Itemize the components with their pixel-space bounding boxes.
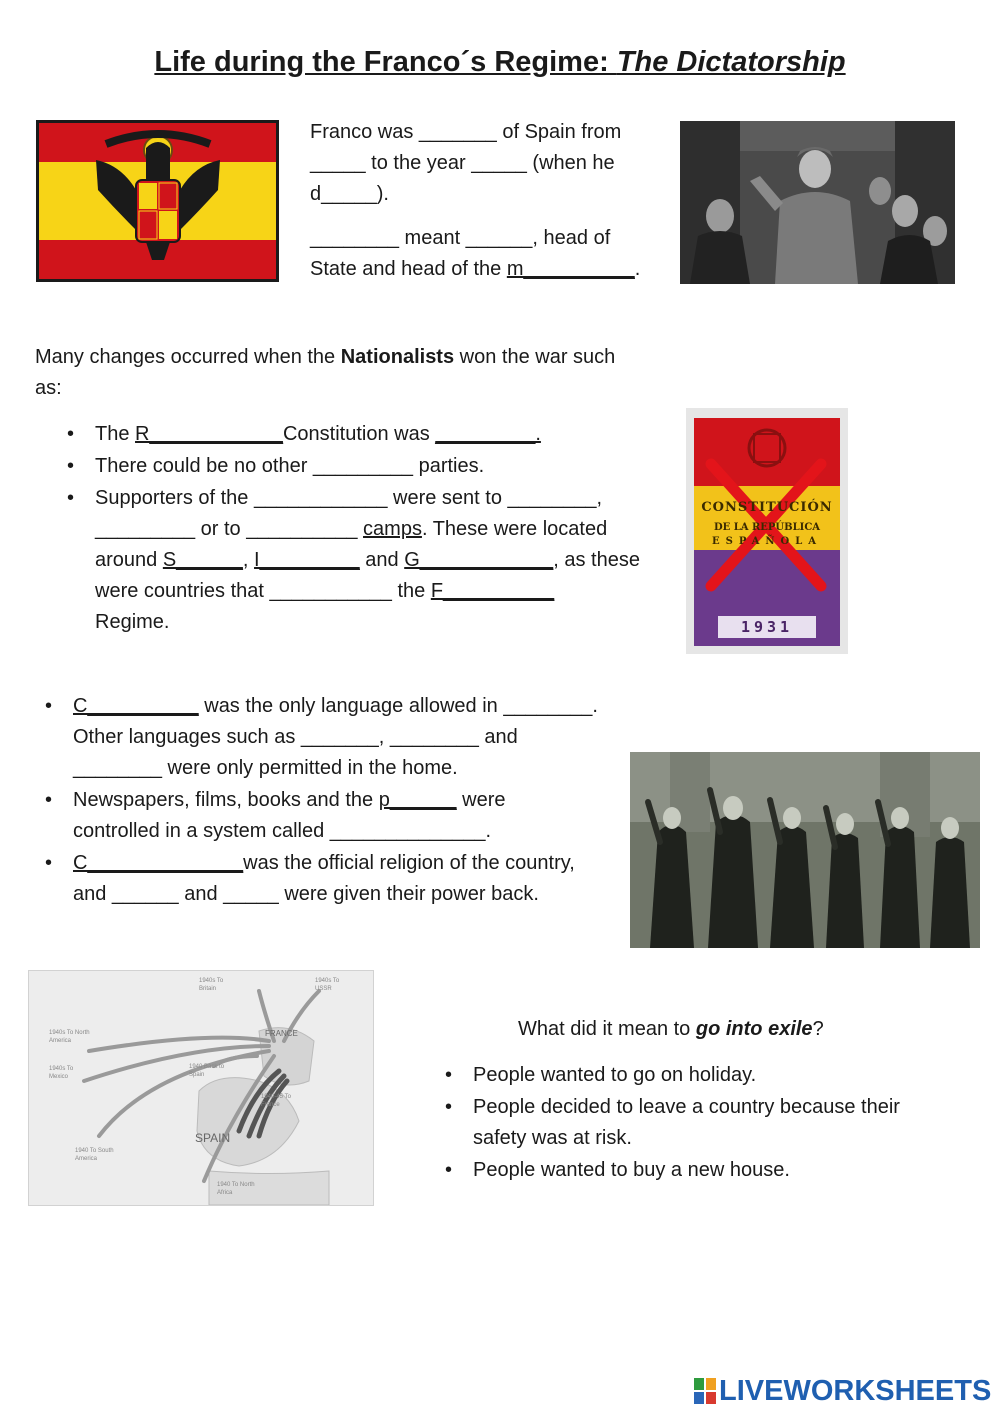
constitution-1931-image xyxy=(686,408,848,654)
list-item: • Supporters of the ____________ were sent to ________, _________ or to __________ camps. These were located around S______, I_________ and G____________, as these were countries that ___________ the F__________ Regime. xyxy=(95,483,675,638)
list-item: • C______________was the official religion of the country, and ______ and _____ were given their power back. xyxy=(73,848,633,910)
constitution-subtitle-2: ESPAÑOLA xyxy=(711,536,823,547)
franco-photo xyxy=(680,121,955,284)
liveworksheets-logo xyxy=(694,1374,991,1408)
map-route-label: 1940-45 To France xyxy=(261,1094,291,1108)
exile-routes-map xyxy=(28,970,374,1206)
clergy-military-salute-photo xyxy=(630,752,980,948)
liveworksheets-logo-icon xyxy=(694,1378,716,1404)
map-route-label: 1940 To South America xyxy=(75,1148,114,1162)
intro-line: ________ meant ______, head of xyxy=(310,227,611,249)
map-route-label: 1940 To North Africa xyxy=(217,1182,255,1196)
changes-intro: Many changes occurred when the Nationalists won the war such as: xyxy=(35,346,616,399)
list-item: • There could be no other _________ parties. xyxy=(95,451,675,482)
exile-option[interactable]: • People wanted to go on holiday. xyxy=(473,1060,973,1091)
map-france-label: FRANCE xyxy=(265,1029,298,1038)
intro-line: Franco was _______ of Spain from xyxy=(310,121,622,143)
exile-question: What did it mean to go into exile? xyxy=(518,1018,824,1040)
intro-line: State and head of the m__________. xyxy=(310,258,641,280)
map-route-label: 1940s To USSR xyxy=(315,978,340,992)
list-item: • The R____________Constitution was _________. xyxy=(95,419,675,450)
constitution-subtitle: DE LA REPÚBLICA xyxy=(713,522,821,533)
map-route-label: 1940s To Britain xyxy=(199,978,224,992)
list-item: • Newspapers, films, books and the p______ were controlled in a system called ______________. xyxy=(73,785,633,847)
changes-list xyxy=(95,419,675,638)
list-item: • C__________ was the only language allowed in ________. Other languages such as _______, ________ and ________ were only permitted in the home. xyxy=(73,691,633,784)
map-route-label: 1940 Back to Spain xyxy=(189,1064,225,1078)
map-spain-label: SPAIN xyxy=(195,1131,231,1145)
intro-line: d_____). xyxy=(310,183,389,205)
intro-line: _____ to the year _____ (when he xyxy=(310,152,615,174)
franco-era-flag-image xyxy=(36,120,279,282)
liveworksheets-logo-text: LIVEWORKSHEETS xyxy=(719,1374,992,1407)
map-route-label: 1940s To North America xyxy=(49,1030,90,1044)
exile-option[interactable]: • People decided to leave a country because their safety was at risk. xyxy=(473,1092,973,1154)
constitution-title: CONSTITUCIÓN xyxy=(701,500,833,515)
intro-paragraph-2 xyxy=(310,223,670,285)
intro-paragraph-1 xyxy=(310,117,670,210)
map-route-label: 1940s To Mexico xyxy=(49,1066,74,1080)
page-title: Life during the Franco´s Regime: The Dictatorship xyxy=(154,46,846,78)
culture-list xyxy=(73,691,633,910)
exile-options xyxy=(473,1060,973,1186)
constitution-year: 1931 xyxy=(740,618,794,636)
exile-option[interactable]: • People wanted to buy a new house. xyxy=(473,1155,973,1186)
